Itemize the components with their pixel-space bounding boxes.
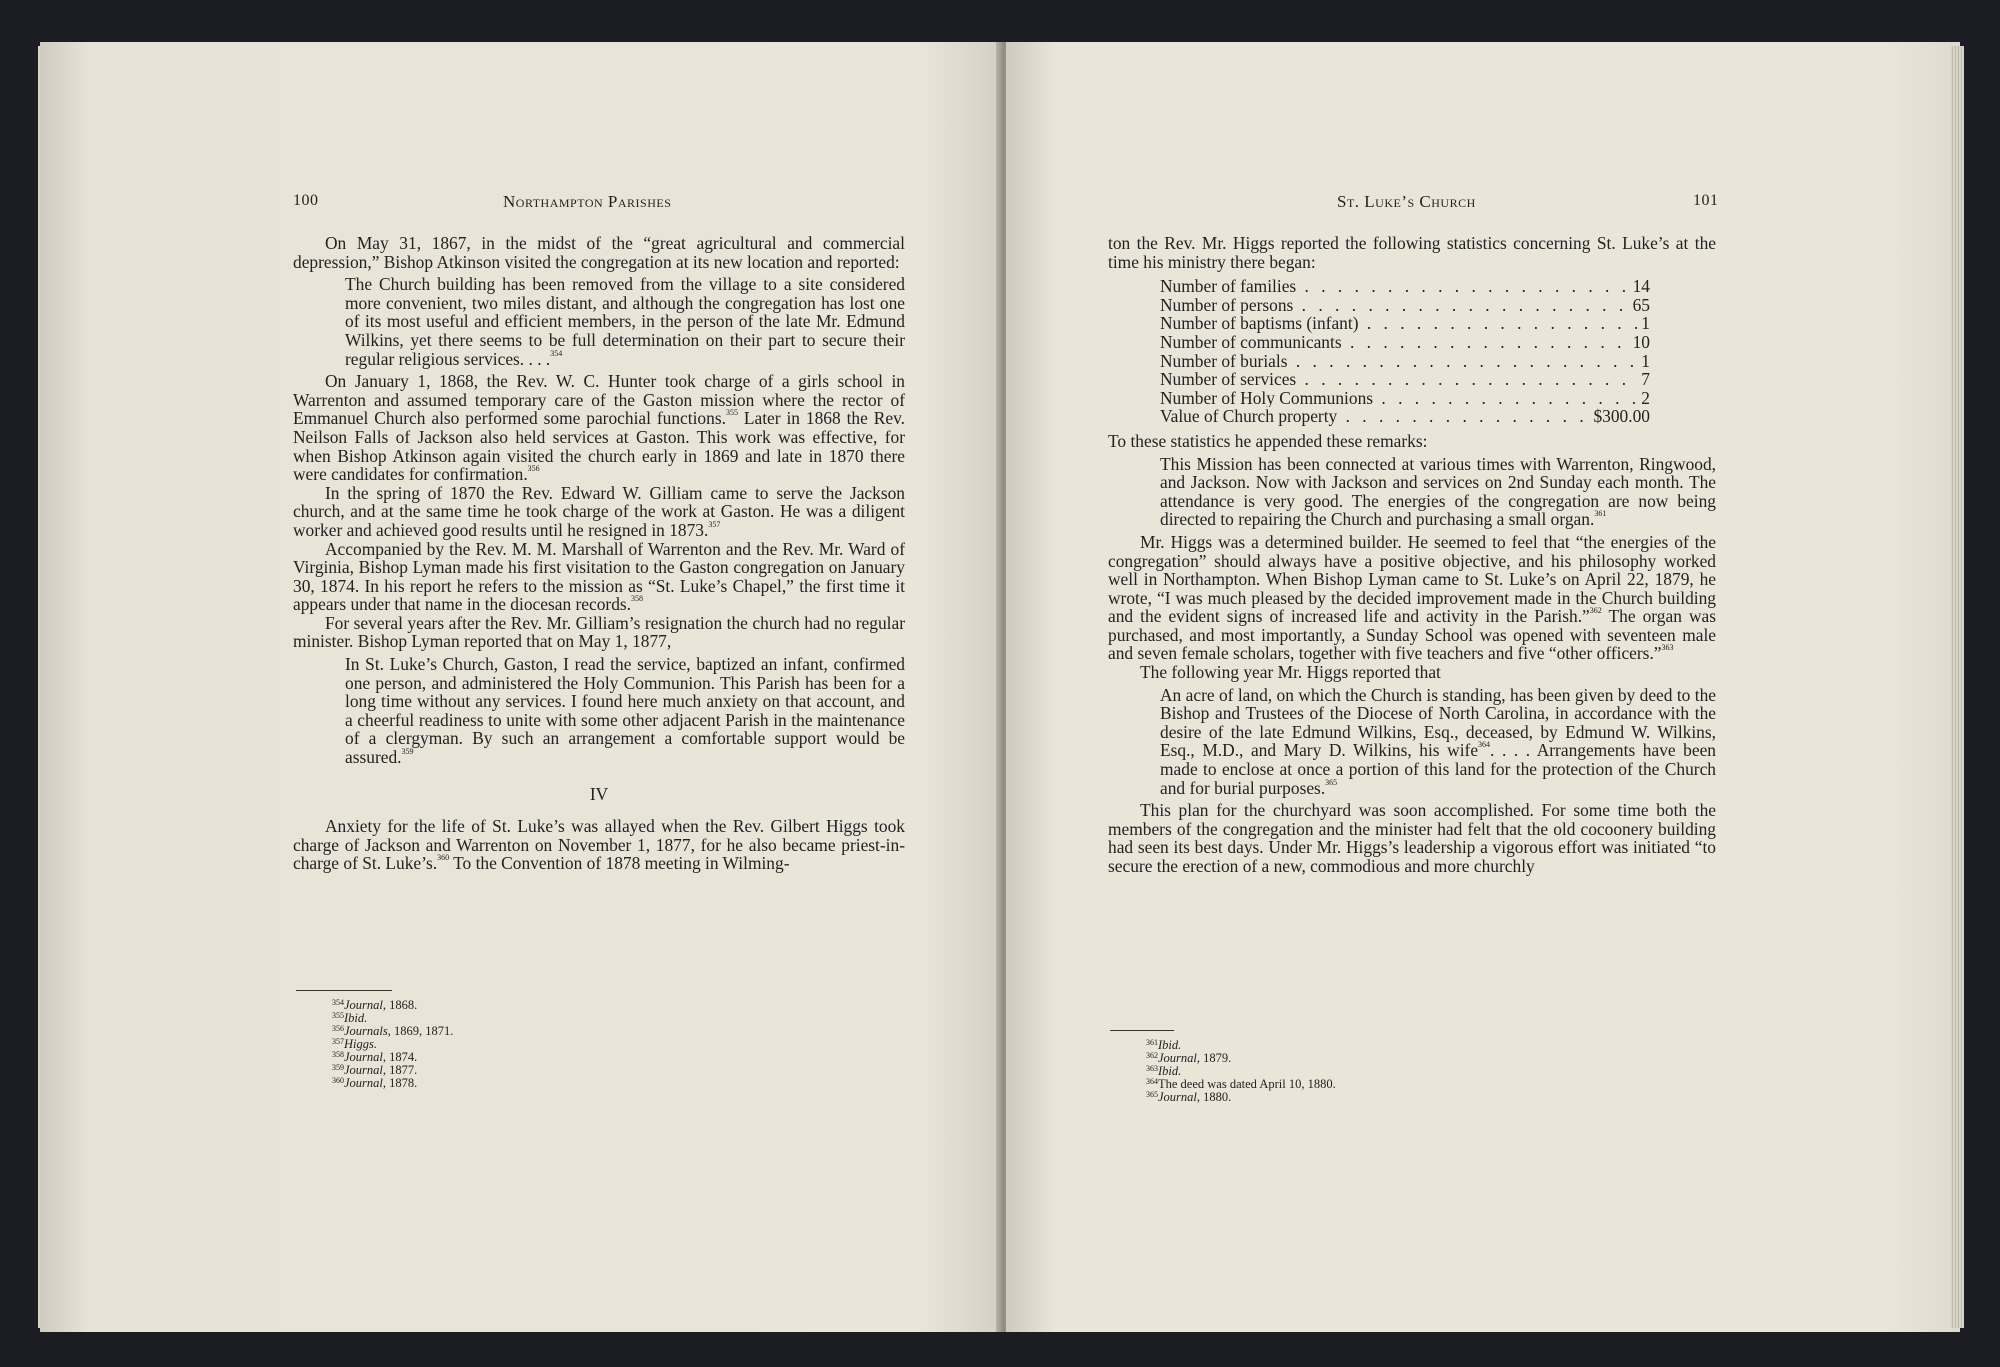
left-paragraph: For several years after the Rev. Mr. Gilliam’s resignation the church had no regular minister. Bishop Lyman reported that on May 1, 1877, bbox=[293, 612, 905, 652]
footnote: $^{363}$Ibid. bbox=[1146, 1064, 1182, 1078]
right-page-number: 101 bbox=[1693, 192, 1719, 209]
right-running-head: St. Luke’s Church bbox=[1337, 192, 1476, 211]
left-page-number: 100 bbox=[293, 192, 319, 209]
page-stack-edge-right bbox=[1950, 46, 1964, 1328]
right-paragraph: This plan for the churchyard was soon accomplished. For some time both the members of the congregation and the minister had felt that the old cocoonery building had seen its best days. Under Mr. Higgs’s leadership a vigorous effort was initiated “to secure the erection of a new, commodious and more churchly bbox=[1108, 800, 1716, 876]
footnote: $^{356}$Journals, 1869, 1871. bbox=[332, 1024, 454, 1038]
right-body bbox=[1108, 234, 1716, 876]
footnote-ref: 360 bbox=[437, 853, 450, 863]
left-paragraph: On May 31, 1867, in the midst of the “great agricultural and commercial depression,” Bishop Atkinson visited the congregation at its new location and reported: bbox=[293, 233, 905, 272]
left-body bbox=[293, 234, 905, 873]
footnote-ref: 361 bbox=[1594, 509, 1607, 519]
footnote-ref: 362 bbox=[1589, 606, 1602, 616]
right-footnotes bbox=[1110, 1030, 1510, 1104]
statistics-list bbox=[1108, 277, 1716, 426]
right-quote: This Mission has been connected at various times with Warrenton, Ringwood, and Jackson. Now with Jackson and services on 2nd Sunday each month. The attendance is very good. The energies of the congregation are now being directed to repairing the Church and purchasing a small organ.$^{361}$ bbox=[1160, 453, 1716, 530]
footnote: $^{362}$Journal, 1879. bbox=[1146, 1051, 1232, 1065]
footnote: $^{360}$Journal, 1878. bbox=[332, 1076, 418, 1090]
statistic-row: Number of baptisms (infant) . . . 1 bbox=[1160, 314, 1650, 333]
footnote-ref: 364 bbox=[1478, 740, 1491, 750]
footnote-ref: 356 bbox=[527, 464, 540, 474]
footnote: $^{355}$Ibid. bbox=[332, 1011, 368, 1025]
statistic-row: Number of services . . . 7 bbox=[1160, 370, 1650, 389]
left-running-head: Northampton Parishes bbox=[503, 192, 672, 211]
left-footnotes bbox=[296, 990, 696, 1090]
right-paragraph: To these statistics he appended these remarks: bbox=[1108, 430, 1428, 451]
footnote: $^{365}$Journal, 1880. bbox=[1146, 1090, 1232, 1104]
footnote-ref: 357 bbox=[708, 519, 721, 529]
footnote: $^{364}$The deed was dated April 10, 1880. bbox=[1146, 1077, 1336, 1091]
left-quote: In St. Luke’s Church, Gaston, I read the service, baptized an infant, confirmed one person, and administered the Holy Communion. This Parish has been for a long time without any services. I found here much anxiety on that account, and a cheerful readiness to unite with some other adjacent Parish in the maintenance of a clergyman. By such an arrangement a comfortable support would be assured.$^{359}$ bbox=[345, 654, 905, 768]
right-quote: An acre of land, on which the Church is standing, has been given by deed to the Bishop and Trustees of the Diocese of North Carolina, in accordance with the desire of the late Edmund Wilkins, Esq., deceased, by Edmund W. Wilkins, Esq., M.D., and Mary D. Wilkins, his wife$^{364}$. . . . Arrangements have been made to enclose at once a portion of this land for the protection of the Church and for burial purposes.$^{365}$ bbox=[1160, 684, 1716, 798]
footnote-ref: 355 bbox=[725, 408, 738, 418]
left-quote: The Church building has been removed from the village to a site considered more convenient, two miles distant, and although the congregation has lost one of its most useful and efficient members, in the person of the late Mr. Edmund Wilkins, yet there seems to be full determination on their part to secure their regular religious services. . . .$^{354}$ bbox=[345, 274, 905, 369]
footnote-ref: 363 bbox=[1661, 643, 1674, 653]
right-paragraph: The following year Mr. Higgs reported that bbox=[1140, 662, 1441, 683]
footnote-ref: 365 bbox=[1325, 777, 1338, 787]
left-paragraph: In the spring of 1870 the Rev. Edward W. Gilliam came to serve the Jackson church, and at the same time he took charge of the work at Gaston. He was a diligent worker and achieved good results until he resigned in 1873.$^{357}$ bbox=[293, 482, 905, 540]
right-paragraph: ton the Rev. Mr. Higgs reported the following statistics concerning St. Luke’s at the time his ministry there began: bbox=[1108, 233, 1716, 272]
statistic-row: Value of Church property . . . $300.00 bbox=[1160, 407, 1650, 426]
footnote-ref: 354 bbox=[550, 348, 563, 358]
statistic-row: Number of burials . . . 1 bbox=[1160, 352, 1650, 371]
footnote: $^{358}$Journal, 1874. bbox=[332, 1050, 418, 1064]
statistic-row: Number of communicants . . . 10 bbox=[1160, 333, 1650, 352]
footnote: $^{359}$Journal, 1877. bbox=[332, 1063, 418, 1077]
footnote-ref: 359 bbox=[401, 747, 414, 757]
statistic-row: Number of Holy Communions . . . 2 bbox=[1160, 389, 1650, 408]
footnote-rule bbox=[1110, 1030, 1174, 1031]
left-paragraph: Anxiety for the life of St. Luke’s was allayed when the Rev. Gilbert Higgs took charge of Jackson and Warrenton on November 1, 1877, for he also became priest-in-charge of St. Luke’s.$^{360}$ To the Convention of 1878 meeting in Wilming- bbox=[293, 816, 905, 874]
left-paragraph: Accompanied by the Rev. M. M. Marshall of Warrenton and the Rev. Mr. Ward of Virginia, Bishop Lyman made his first visitation to the Gaston congregation on January 30, 1874. In his report he refers to the mission as “St. Luke’s Chapel,” the first time it appears under that name in the diocesan records.$^{358}$ bbox=[293, 538, 905, 615]
footnote: $^{357}$Higgs. bbox=[332, 1037, 377, 1051]
footnote: $^{354}$Journal, 1868. bbox=[332, 998, 418, 1012]
footnote-rule bbox=[296, 990, 392, 991]
statistic-row: Number of persons . . . 65 bbox=[1160, 296, 1650, 315]
right-paragraph: Mr. Higgs was a determined builder. He seemed to feel that “the energies of the congregation” should always have a positive objective, and his philosophy worked well in Northampton. When Bishop Lyman came to St. Luke’s on April 22, 1879, he wrote, “I was much pleased by the decided improvement made in the Church building and the evident signs of increased life and activity in the Parish.”$^{362}$ The organ was purchased, and most importantly, a Sunday School was opened with seventeen male and seven female scholars, together with five teachers and five “other officers.”$^{363}$ bbox=[1108, 531, 1716, 664]
section-heading: IV bbox=[589, 783, 609, 804]
footnote-ref: 358 bbox=[631, 594, 644, 604]
footnote: $^{361}$Ibid. bbox=[1146, 1038, 1182, 1052]
statistic-row: Number of families . . . 14 bbox=[1160, 277, 1650, 296]
left-paragraph: On January 1, 1868, the Rev. W. C. Hunter took charge of a girls school in Warrenton and assumed temporary care of the Gaston mission where the rector of Emmanuel Church also performed some parochial functions.$^{355}$ Later in 1868 the Rev. Neilson Falls of Jackson also held services at Gaston. This work was effective, for when Bishop Atkinson again visited the church early in 1869 and late in 1870 there were candidates for confirmation.$^{356}$ bbox=[293, 371, 905, 485]
